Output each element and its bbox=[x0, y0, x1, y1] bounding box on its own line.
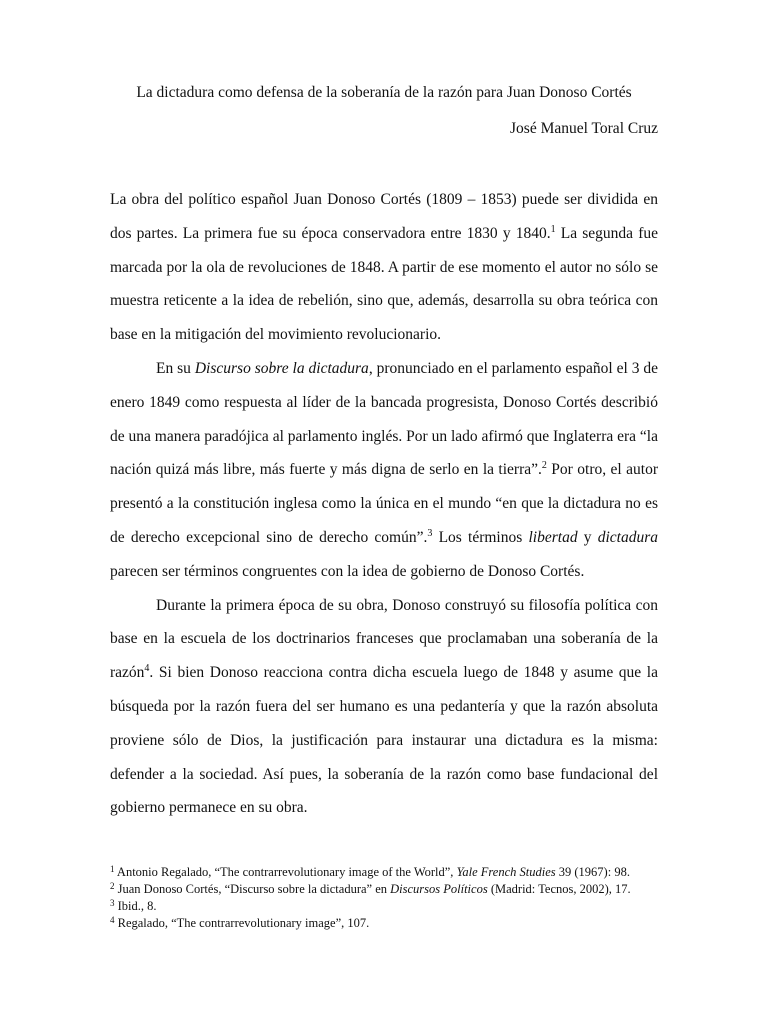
footnote-ref-1: 1 bbox=[550, 223, 556, 235]
footnote-number: 1 bbox=[110, 864, 115, 874]
paragraph-2 bbox=[110, 352, 658, 589]
footnote-number: 4 bbox=[110, 915, 115, 925]
footnote-text-a: Regalado, “The contrarrevolutionary image”, 107. bbox=[114, 916, 370, 930]
body-text bbox=[110, 183, 658, 825]
footnote-text-b: 39 (1967): 98. bbox=[555, 865, 630, 879]
footnote-ref-2: 2 bbox=[541, 460, 547, 472]
paragraph-2-text-d: Los términos bbox=[432, 528, 529, 546]
paragraph-1-text-a: La obra del político español Juan Donoso Cortés (1809 – 1853) puede ser dividida en dos partes. La primera fue su época conservadora entre 1830 y 1840. bbox=[110, 191, 658, 242]
paragraph-1 bbox=[110, 183, 658, 352]
paragraph-2-term-libertad: libertad bbox=[528, 528, 578, 546]
footnote-number: 2 bbox=[110, 881, 115, 891]
paragraph-3-text-a: Durante la primera época de su obra, Donoso construyó su filosofía política con base en la escuela de los doctrinarios franceses que proclamaban una soberanía de la razón bbox=[110, 596, 658, 682]
footnote-text-a: Juan Donoso Cortés, “Discurso sobre la dictadura” en bbox=[114, 882, 391, 896]
footnote bbox=[110, 864, 670, 881]
footnote bbox=[110, 915, 670, 932]
footnote-text-a: Ibid., 8. bbox=[114, 899, 157, 913]
footnote-text-b: (Madrid: Tecnos, 2002), 17. bbox=[487, 882, 631, 896]
footnotes bbox=[110, 864, 670, 932]
footnote-text-a: Antonio Regalado, “The contrarrevolutionary image of the World”, bbox=[114, 865, 457, 879]
paragraph-2-text-e: y bbox=[577, 528, 598, 546]
paragraph-3-text-b: . Si bien Donoso reacciona contra dicha escuela luego de 1848 y asume que la búsqueda por la razón fuera del ser humano es una pedantería y que la razón absoluta proviene sólo de Dios, la justificación para instaurar una dictadura es la misma: defender a la sociedad. Así pues, la soberanía de la razón como base fundacional del gobierno permanece en su obra. bbox=[110, 664, 658, 817]
document-title: La dictadura como defensa de la soberanía de la razón para Juan Donoso Cortés bbox=[136, 84, 632, 101]
paragraph-2-text-c: Por otro, el autor presentó a la constitución inglesa como la única en el mundo “en que la dictadura no es de derecho excepcional sino de derecho común”. bbox=[110, 461, 658, 546]
footnote bbox=[110, 898, 670, 915]
paragraph-2-text-b: , pronunciado en el parlamento español el 3 de enero 1849 como respuesta al líder de la bancada progresista, Donoso Cortés describió de una manera paradójica al parlamento inglés. Por un lado afirmó que Inglaterra era “la nación quizá más libre, más fuerte y más digna de serlo en la tierra”. bbox=[110, 359, 658, 479]
paragraph-3 bbox=[110, 589, 658, 826]
paragraph-1-text-b: La segunda fue marcada por la ola de revoluciones de 1848. A partir de ese momento el autor no sólo se muestra reticente a la idea de rebelión, sino que, además, desarrolla su obra teórica con base en la mitigación del movimiento revolucionario. bbox=[110, 224, 658, 344]
paragraph-2-term-dictadura: dictadura bbox=[597, 528, 659, 546]
footnote-italic: Discursos Políticos bbox=[390, 882, 488, 896]
paragraph-2-text-f: parecen ser términos congruentes con la idea de gobierno de Donoso Cortés. bbox=[110, 562, 585, 580]
footnote-italic: Yale French Studies bbox=[456, 865, 556, 879]
document-author: José Manuel Toral Cruz bbox=[510, 120, 658, 137]
footnote-ref-3: 3 bbox=[427, 527, 433, 539]
footnote-number: 3 bbox=[110, 898, 115, 908]
footnote bbox=[110, 881, 670, 898]
paragraph-2-work-title: Discurso sobre la dictadura bbox=[194, 359, 369, 377]
footnote-ref-4: 4 bbox=[144, 663, 150, 675]
paragraph-2-text-a: En su bbox=[156, 359, 195, 377]
